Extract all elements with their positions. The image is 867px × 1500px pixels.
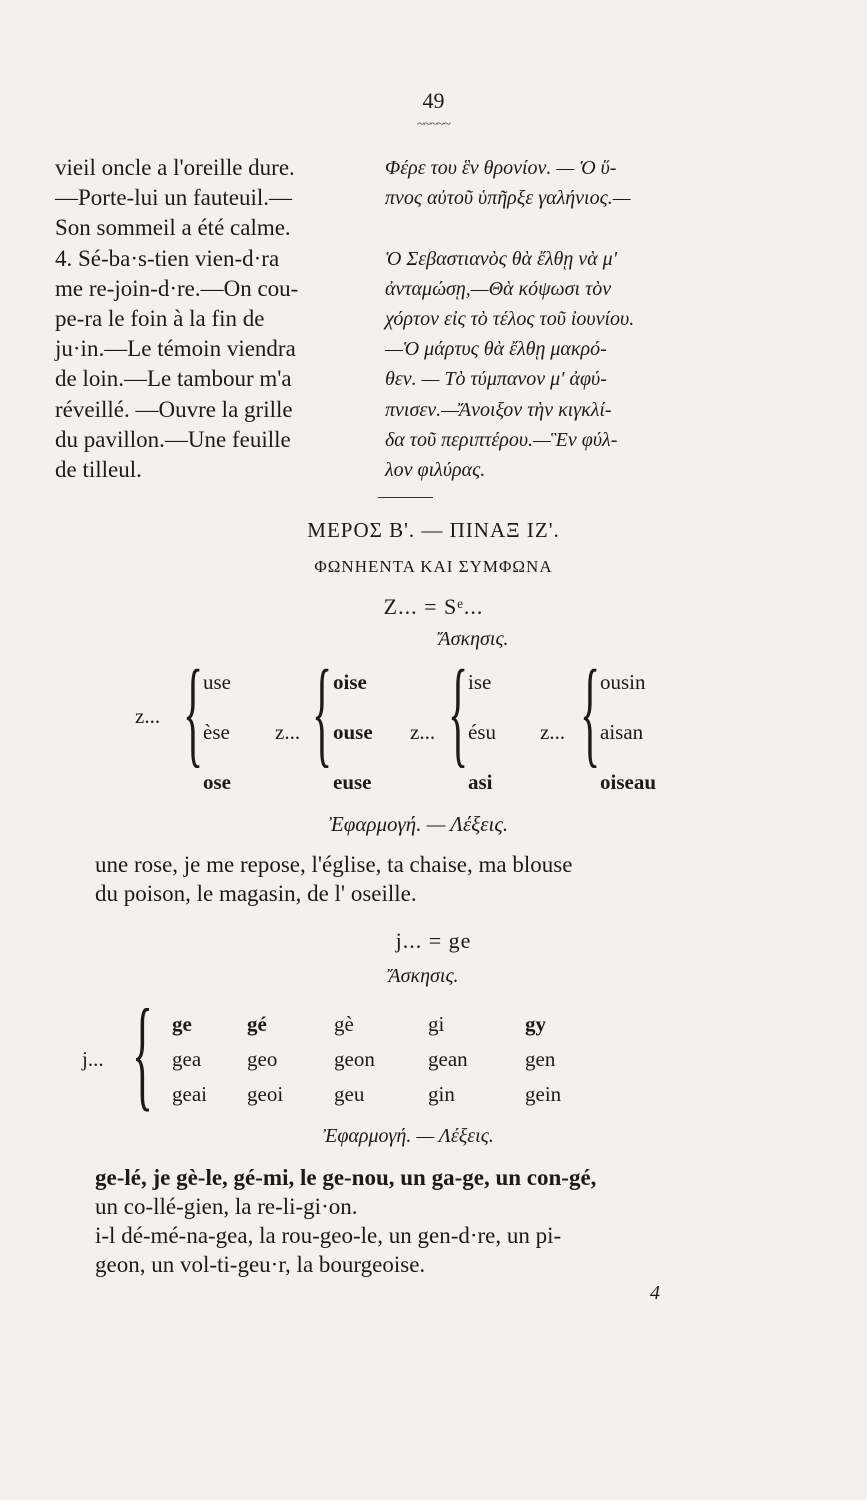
syllable: gy (525, 1012, 546, 1036)
greek-column (385, 153, 745, 485)
french-line: réveillé. —Ouvre la grille (55, 396, 293, 422)
syllable: aisan (600, 720, 644, 744)
group-prefix: z... (410, 720, 436, 744)
french-line: me re-join-d·re.—On cou- (55, 275, 299, 301)
rule-s-application-label: Ἐφαρμογή. — Λέξεις. (328, 812, 509, 836)
syllable: gé (247, 1012, 267, 1036)
syllable: gin (428, 1082, 455, 1106)
syllable: gea (172, 1047, 202, 1071)
application-line: une rose, je me repose, l'église, ta chaise, ma blouse (95, 852, 573, 877)
left-brace-icon: { (580, 645, 601, 778)
syllable: gè (334, 1012, 354, 1036)
french-line: vieil oncle a l'oreille dure. (55, 155, 295, 180)
syllable: gein (525, 1082, 562, 1106)
rule-j-equation: j... = ge (395, 928, 472, 953)
group-prefix: z... (540, 720, 566, 744)
syllable: geon (334, 1047, 375, 1071)
group-prefix: j... (82, 1047, 104, 1071)
syllable: gen (525, 1047, 556, 1071)
signature-mark: 4 (650, 1282, 660, 1304)
group-prefix: z... (135, 704, 161, 728)
syllable: ose (203, 770, 231, 794)
application-line: geon, un vol-ti-geu·r, la bourgeoise. (95, 1252, 426, 1277)
french-line: de tilleul. (55, 457, 142, 483)
syllable: ge (172, 1012, 192, 1036)
french-line: —Porte-lui un fauteuil.— (55, 185, 292, 211)
syllable: èse (203, 720, 230, 744)
greek-line: —Ὁ μάρτυς θὰ ἔλθῃ μακρό- (385, 338, 607, 361)
left-brace-icon: { (132, 985, 153, 1123)
syllable: asi (468, 770, 493, 794)
french-line: du pavillon.—Une feuille (55, 426, 291, 452)
left-brace-icon: { (448, 645, 469, 778)
greek-line: χόρτον εἰς τὸ τέλος τοῦ ἰουνίου. (385, 308, 635, 331)
greek-line: πνος αὐτοῦ ὑπῆρξε γαλήνιος.— (385, 187, 631, 210)
rule-s-equation: Z... = Sᵉ... (383, 594, 484, 619)
syllable: ouse (333, 720, 373, 744)
greek-line (385, 213, 745, 243)
rule-j-exercise-label: Ἄσκησις. (388, 965, 459, 987)
rule-s-exercise-label: Ἄσκησις. (438, 628, 509, 650)
left-brace-icon: { (183, 645, 204, 778)
section-subtitle: ΦΩΝΗΕΝΤΑ ΚΑΙ ΣΥΜΦΩΝΑ (314, 557, 553, 576)
french-line: ju·in.—Le témoin viendra (55, 336, 296, 362)
section-title: ΜΕΡΟΣ Β'. — ΠΙΝΑΞ ΙΖ'. (307, 518, 560, 542)
syllable: geu (334, 1082, 365, 1106)
greek-line: πνισεν.—Ἄνοιξον τὴν κιγκλί- (385, 398, 612, 421)
french-column (55, 153, 375, 485)
syllable: ise (468, 670, 492, 694)
application-line: i-l dé-mé-na-gea, la rou-geo-le, un gen-d·re, un pi- (95, 1223, 562, 1248)
application-line: un co-llé-gien, la re-li-gi·on. (95, 1194, 358, 1219)
greek-line: θεν. — Τὸ τύμπανον μ' ἀφύ- (385, 368, 607, 391)
ornament: ~~~~~ (417, 117, 450, 132)
syllable: gean (428, 1047, 468, 1071)
rule-s-application-text (95, 850, 745, 908)
greek-line: ἀνταμώσῃ,—Θὰ κόψωσι τὸν (385, 277, 612, 300)
left-brace-icon: { (312, 645, 333, 778)
syllable: oise (333, 670, 367, 694)
rule-j-application-text (95, 1163, 745, 1279)
greek-line: Ὁ Σεβαστιανὸς θὰ ἔλθῃ νὰ μ' (385, 247, 617, 270)
french-line: de loin.—Le tambour m'a (55, 366, 292, 392)
rule-j-application-label: Ἐφαρμογή. — Λέξεις. (323, 1125, 494, 1147)
greek-line: Φέρε του ἓν θρονίον. — Ὁ ὕ- (385, 157, 617, 179)
syllable: ousin (600, 670, 646, 694)
application-line: ge-lé, je gè-le, gé-mi, le ge-nou, un ga-ge, un con-gé, (95, 1165, 597, 1190)
syllable: geai (172, 1082, 207, 1106)
syllable: ésu (468, 720, 496, 744)
greek-line: δα τοῦ περιπτέρου.—Ἓν φύλ- (385, 428, 618, 451)
french-line: Son sommeil a été calme. (55, 215, 291, 241)
rule-s-exercise-table (0, 645, 867, 810)
section-divider (378, 497, 433, 498)
syllable: geoi (247, 1082, 284, 1106)
syllable: geo (247, 1047, 278, 1071)
french-line: pe-ra le foin à la fin de (55, 306, 265, 332)
page-number: 49 (422, 88, 445, 113)
group-prefix: z... (275, 720, 301, 744)
application-line: du poison, le magasin, de l' oseille. (95, 881, 417, 906)
syllable: gi (428, 1012, 445, 1036)
french-line: 4. Sé-ba·s-tien vien-d·ra (55, 245, 280, 271)
syllable: oiseau (600, 770, 657, 794)
syllable: use (203, 670, 231, 694)
rule-j-exercise-table (0, 985, 867, 1125)
syllable: euse (333, 770, 372, 794)
greek-line: λον φιλύρας. (385, 459, 486, 482)
